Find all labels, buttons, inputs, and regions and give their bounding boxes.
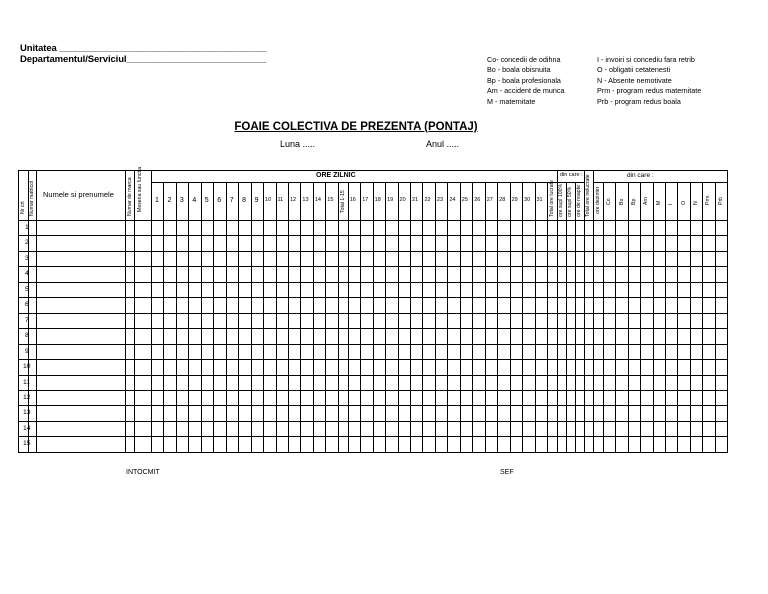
ore-zilnic-header: ORE ZILNIC: [316, 172, 356, 179]
column-line: [702, 182, 703, 452]
column-line: [653, 182, 654, 452]
column-line: [325, 182, 326, 452]
legend-item: N - Absente nemotivate: [597, 75, 672, 85]
legend-item: Bp - boala profesionala: [487, 75, 561, 85]
column-line: [373, 182, 374, 452]
day-header: 25: [461, 197, 468, 203]
column-line: [251, 182, 252, 452]
day-header: 5: [204, 197, 209, 204]
row-number: 5: [25, 285, 29, 293]
row-line: [18, 297, 727, 298]
day-header: 17: [362, 197, 369, 203]
absence-code-header: Am: [643, 197, 650, 205]
column-line: [263, 182, 264, 452]
column-line: [36, 170, 37, 452]
absence-code-header: Bo: [618, 198, 625, 205]
legend-item: Bo - boala obisnuita: [487, 65, 551, 75]
year-field: Anul .....: [426, 139, 460, 149]
column-line: [201, 182, 202, 452]
absence-code-header: Co: [606, 198, 613, 205]
row-number: 15: [23, 440, 31, 448]
column-line: [213, 182, 214, 452]
column-line: [497, 182, 498, 452]
day-header: 10: [265, 197, 272, 203]
day-header: 11: [277, 197, 284, 203]
column-line: [472, 182, 473, 452]
column-line: [485, 182, 486, 452]
row-line: [18, 328, 727, 329]
total-ore-header: Total ore lucrate: [548, 180, 555, 217]
ore-dezinter-header: ore dezinter: [594, 186, 601, 214]
column-line: [640, 182, 641, 452]
legend-column-2: [597, 55, 701, 107]
column-line: [410, 182, 411, 452]
column-line: [313, 182, 314, 452]
day-header: 28: [499, 197, 506, 203]
day-header: 18: [374, 197, 381, 203]
row-line: [18, 436, 727, 437]
row-number: 6: [25, 301, 29, 309]
column-line: [615, 182, 616, 452]
prepared-by-label: INTOCMIT: [126, 469, 160, 476]
absence-code-header: N: [692, 201, 699, 205]
day-header: 4: [192, 197, 197, 204]
row-number: 12: [23, 393, 31, 401]
day-header: 15: [327, 197, 334, 203]
absence-code-header: O: [680, 200, 687, 205]
day-header: 12: [289, 197, 297, 203]
column-line: [398, 182, 399, 452]
absence-code-header: Bp: [630, 198, 637, 205]
ore-sup-100-header: ore supl 100%: [558, 183, 565, 217]
day-header: 19: [387, 197, 394, 203]
row-line: [18, 282, 727, 283]
column-line: [522, 182, 523, 452]
row-line: [18, 390, 727, 391]
day-header: 23: [436, 197, 444, 203]
column-line: [628, 182, 629, 452]
column-line: [460, 182, 461, 452]
column-line: [510, 182, 511, 452]
column-line: [690, 182, 691, 452]
day-header: 3: [179, 197, 184, 204]
legend-item: I - invoiri si concediu fara retrib: [597, 55, 695, 64]
day-header: 26: [474, 197, 481, 203]
column-line: [125, 170, 126, 452]
month-field: Luna .....: [280, 139, 316, 149]
day-header: 2: [167, 197, 172, 204]
day-header: 6: [217, 197, 222, 204]
legend-item: M - maternitate: [487, 96, 536, 106]
column-line: [134, 170, 135, 452]
column-line: [566, 182, 567, 452]
day-header: 27: [486, 197, 493, 203]
column-line: [300, 182, 301, 452]
column-line: [238, 182, 239, 452]
row-number: 9: [25, 347, 29, 355]
page-title: FOAIE COLECTIVA DE PREZENTA (PONTAJ): [234, 121, 478, 133]
day-header: 29: [511, 197, 518, 203]
column-line: [665, 182, 666, 452]
row-number: 13: [23, 409, 31, 417]
legend-item: Co- concedii de odihna: [487, 55, 561, 64]
day-header: 21: [412, 197, 419, 203]
column-line: [547, 182, 548, 452]
column-line: [188, 182, 189, 452]
ore-zilnic-underline: [151, 182, 557, 183]
total-nelucrate-header: Total ore nelucrate: [585, 174, 592, 217]
table-border-right: [727, 170, 728, 453]
row-line: [18, 405, 727, 406]
row-line: [18, 421, 727, 422]
column-line: [447, 182, 448, 452]
row-number: 8: [25, 332, 29, 340]
unit-line: Unitatea ________________________________________: [20, 43, 267, 54]
column-line: [435, 182, 436, 452]
legend-item: O - obligatii cetatenesti: [597, 65, 671, 75]
column-line: [715, 182, 716, 452]
day-header: 7: [229, 197, 234, 204]
absence-code-header: Prb: [717, 196, 724, 205]
ore-noapte-header: ore de noapte: [576, 184, 583, 217]
marca-header: Numar de marca: [126, 177, 133, 216]
column-line: [276, 182, 277, 452]
row-line: [18, 375, 727, 376]
row-number: 3: [25, 254, 29, 262]
day-header: 1: [155, 197, 159, 204]
row-number: 2: [25, 239, 29, 247]
day-header: 24: [449, 197, 456, 203]
ore-sup-50-header: ore supl 50%: [567, 186, 574, 217]
row-line: [18, 235, 727, 236]
column-line: [575, 182, 576, 452]
column-line: [422, 182, 423, 452]
absence-code-header: Prm: [705, 195, 712, 205]
row-line: [18, 344, 727, 345]
day-header: 13: [302, 197, 309, 203]
row-number: 7: [25, 316, 29, 324]
legend-item: Prm - program redus maternitate: [597, 86, 702, 96]
column-line: [226, 182, 227, 452]
chief-label: SEF: [500, 469, 514, 476]
row-line: [18, 313, 727, 314]
day-header: 8: [242, 197, 247, 204]
absence-code-header: M: [655, 200, 662, 205]
column-line: [176, 182, 177, 452]
row-line: [18, 266, 727, 267]
legend-item: Am - accident de munca: [487, 86, 565, 96]
day-header: 9: [254, 197, 259, 204]
row-number: 1: [25, 224, 29, 231]
column-line: [360, 182, 361, 452]
din-care-1-header: din care :: [559, 172, 583, 178]
day-header: 16: [349, 197, 356, 203]
column-line: [593, 170, 594, 452]
day-header: 20: [399, 197, 406, 203]
row-number: 14: [23, 424, 31, 432]
row-line: [18, 251, 727, 252]
table-border-left: [18, 170, 19, 452]
column-line: [677, 182, 678, 452]
column-line: [151, 170, 152, 452]
column-line: [348, 182, 349, 452]
table-border-bottom: [18, 452, 727, 453]
column-line: [535, 182, 536, 452]
day-header: 31: [536, 197, 543, 203]
row-number: 4: [25, 270, 29, 278]
row-line: [18, 359, 727, 360]
total-1-15-header: Total 1-15: [339, 190, 346, 213]
nr-crt-header: Nr crt: [20, 201, 26, 214]
column-line: [385, 182, 386, 452]
day-header: 30: [524, 197, 531, 203]
name-header: Numele si prenumele: [43, 190, 114, 199]
matricol-header: Numar matricol: [29, 180, 35, 216]
column-line: [603, 182, 604, 452]
legend-column-1: [487, 55, 565, 107]
department-line: Departamentul/Serviciul___________________________: [20, 54, 267, 65]
legend-item: Prb - program redus boala: [597, 96, 681, 106]
column-line: [163, 182, 164, 452]
day-header: 14: [314, 197, 321, 203]
row-number: 10: [23, 363, 31, 371]
row-number: 11: [23, 378, 31, 386]
din-care-2-header: din care :: [626, 172, 654, 179]
column-line: [338, 182, 339, 452]
absence-code-header: I: [668, 203, 675, 205]
column-line: [288, 182, 289, 452]
day-header: 22: [424, 197, 431, 203]
meserie-header-1: Meseria sau functia: [137, 167, 143, 212]
din-care-2-underline: [593, 182, 727, 183]
